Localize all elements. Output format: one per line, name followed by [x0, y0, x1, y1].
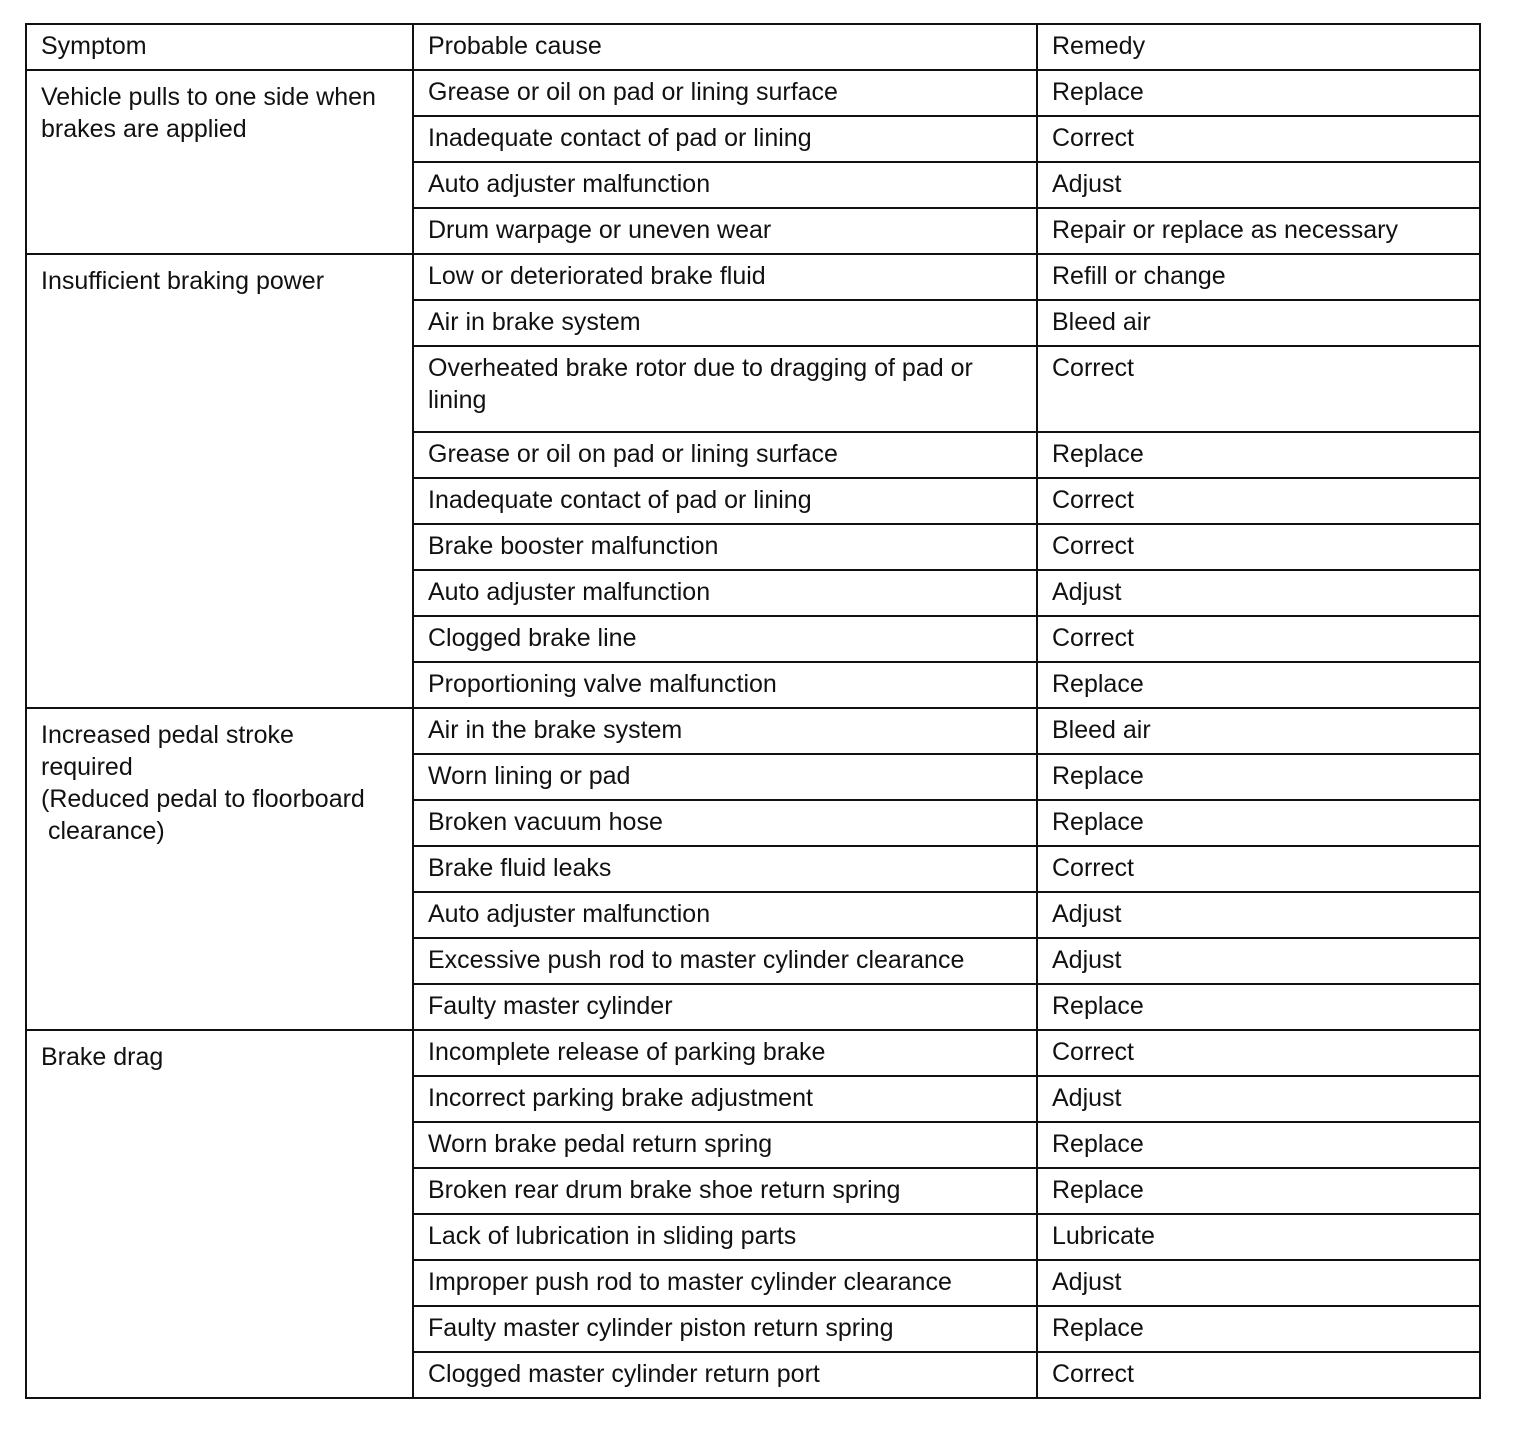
- remedy-cell: Correct: [1037, 346, 1480, 432]
- remedy-cell: Replace: [1037, 1306, 1480, 1352]
- table-row: [26, 254, 1480, 300]
- probable-cause-cell: Brake fluid leaks: [413, 846, 1037, 892]
- probable-cause-cell: Inadequate contact of pad or lining: [413, 116, 1037, 162]
- symptom-text-line: Brake drag: [41, 1043, 164, 1071]
- probable-cause-cell: Improper push rod to master cylinder clearance: [413, 1260, 1037, 1306]
- symptom-cell: [26, 254, 413, 708]
- probable-cause-cell: Grease or oil on pad or lining surface: [413, 70, 1037, 116]
- header-row: [26, 24, 1480, 70]
- symptom-cell: [26, 70, 413, 254]
- probable-cause-cell: Air in the brake system: [413, 708, 1037, 754]
- remedy-cell: Correct: [1037, 116, 1480, 162]
- probable-cause-cell: Worn lining or pad: [413, 754, 1037, 800]
- probable-cause-cell: Auto adjuster malfunction: [413, 162, 1037, 208]
- probable-cause-cell: Incorrect parking brake adjustment: [413, 1076, 1037, 1122]
- remedy-cell: Replace: [1037, 984, 1480, 1030]
- remedy-cell: Correct: [1037, 616, 1480, 662]
- probable-cause-cell: Auto adjuster malfunction: [413, 892, 1037, 938]
- probable-cause-cell: Low or deteriorated brake fluid: [413, 254, 1037, 300]
- troubleshooting-table: [25, 23, 1481, 1399]
- remedy-cell: Replace: [1037, 662, 1480, 708]
- symptom-cell: [26, 1030, 413, 1398]
- remedy-cell: Replace: [1037, 70, 1480, 116]
- remedy-cell: Repair or replace as necessary: [1037, 208, 1480, 254]
- remedy-cell: Correct: [1037, 524, 1480, 570]
- remedy-cell: Correct: [1037, 1030, 1480, 1076]
- remedy-cell: Correct: [1037, 1352, 1480, 1398]
- probable-cause-cell: Proportioning valve malfunction: [413, 662, 1037, 708]
- probable-cause-cell: Excessive push rod to master cylinder clearance: [413, 938, 1037, 984]
- remedy-cell: Lubricate: [1037, 1214, 1480, 1260]
- remedy-cell: Replace: [1037, 432, 1480, 478]
- probable-cause-cell: Inadequate contact of pad or lining: [413, 478, 1037, 524]
- table-row: [26, 70, 1480, 116]
- probable-cause-cell: Air in brake system: [413, 300, 1037, 346]
- probable-cause-cell: Broken vacuum hose: [413, 800, 1037, 846]
- remedy-cell: Adjust: [1037, 162, 1480, 208]
- remedy-cell: Refill or change: [1037, 254, 1480, 300]
- probable-cause-cell: Incomplete release of parking brake: [413, 1030, 1037, 1076]
- probable-cause-cell: Auto adjuster malfunction: [413, 570, 1037, 616]
- probable-cause-cell: Worn brake pedal return spring: [413, 1122, 1037, 1168]
- table-row: [26, 1030, 1480, 1076]
- remedy-cell: Adjust: [1037, 1076, 1480, 1122]
- probable-cause-cell: Grease or oil on pad or lining surface: [413, 432, 1037, 478]
- probable-cause-cell: Clogged master cylinder return port: [413, 1352, 1037, 1398]
- remedy-cell: Replace: [1037, 754, 1480, 800]
- remedy-cell: Adjust: [1037, 938, 1480, 984]
- header-remedy: Remedy: [1037, 24, 1480, 70]
- remedy-cell: Adjust: [1037, 892, 1480, 938]
- symptom-text-line: (Reduced pedal to floorboard: [41, 785, 365, 813]
- remedy-cell: Adjust: [1037, 1260, 1480, 1306]
- symptom-text-line: Increased pedal stroke: [41, 721, 294, 749]
- remedy-cell: Replace: [1037, 800, 1480, 846]
- table-body: [26, 70, 1480, 1398]
- probable-cause-cell: Faulty master cylinder: [413, 984, 1037, 1030]
- remedy-cell: Replace: [1037, 1168, 1480, 1214]
- probable-cause-cell: Lack of lubrication in sliding parts: [413, 1214, 1037, 1260]
- symptom-text-line: Insufficient braking power: [41, 267, 325, 295]
- table-row: [26, 708, 1480, 754]
- probable-cause-cell: Broken rear drum brake shoe return spring: [413, 1168, 1037, 1214]
- symptom-text-line: brakes are applied: [41, 115, 247, 143]
- remedy-cell: Adjust: [1037, 570, 1480, 616]
- probable-cause-cell: Overheated brake rotor due to dragging of pad or lining: [413, 346, 1037, 432]
- symptom-text-line: Vehicle pulls to one side when: [41, 83, 376, 111]
- header-probable-cause: Probable cause: [413, 24, 1037, 70]
- remedy-cell: Replace: [1037, 1122, 1480, 1168]
- remedy-cell: Bleed air: [1037, 300, 1480, 346]
- header-symptom: Symptom: [26, 24, 413, 70]
- probable-cause-cell: Clogged brake line: [413, 616, 1037, 662]
- remedy-cell: Correct: [1037, 478, 1480, 524]
- remedy-cell: Correct: [1037, 846, 1480, 892]
- remedy-cell: Bleed air: [1037, 708, 1480, 754]
- symptom-text-line: required: [41, 753, 133, 781]
- probable-cause-cell: Faulty master cylinder piston return spring: [413, 1306, 1037, 1352]
- symptom-cell: [26, 708, 413, 1030]
- probable-cause-cell: Drum warpage or uneven wear: [413, 208, 1037, 254]
- probable-cause-cell: Brake booster malfunction: [413, 524, 1037, 570]
- symptom-text-line: clearance): [41, 817, 165, 845]
